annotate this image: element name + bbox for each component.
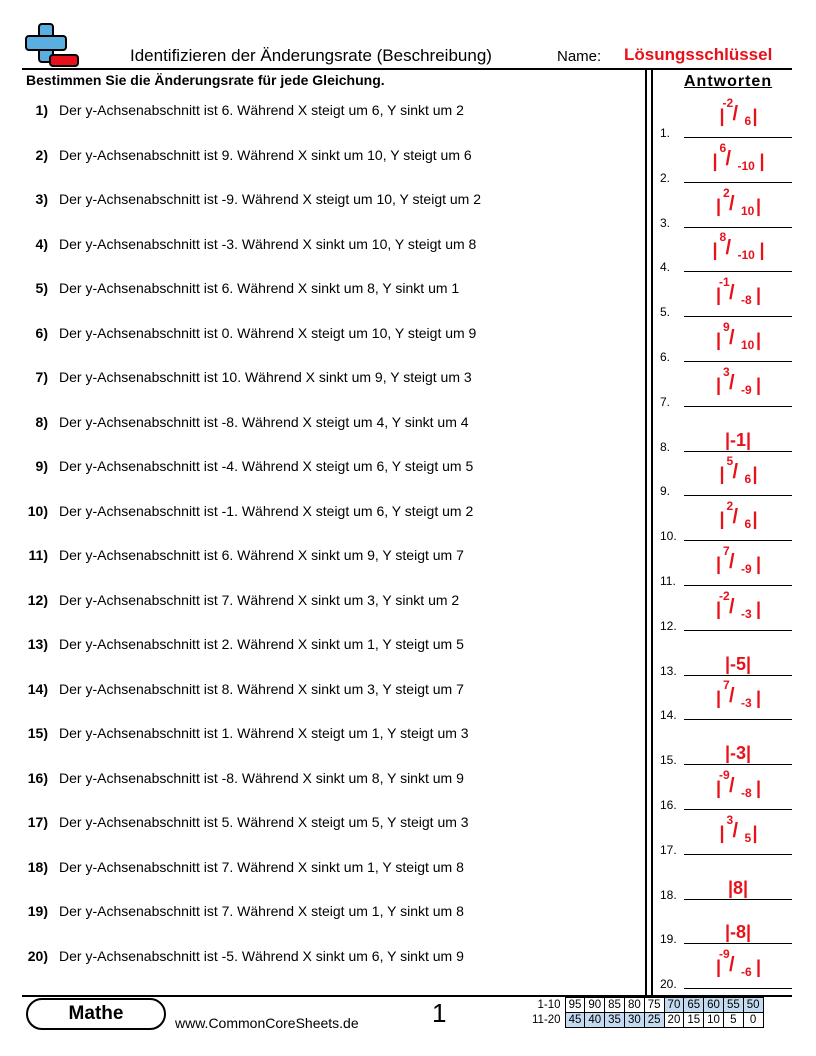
worksheet-title: Identifizieren der Änderungsrate (Beschreibung)	[130, 46, 492, 65]
fraction-numerator: 6	[719, 140, 727, 155]
question-text: Der y-Achsenabschnitt ist -1. Während X steigt um 6, Y steigt um 2	[59, 502, 474, 519]
answer-number: 11.	[660, 574, 676, 588]
fraction-numerator: 7	[723, 544, 730, 558]
score-cell: 20	[664, 1013, 684, 1028]
answer-fraction	[709, 137, 768, 177]
score-cell: 10	[704, 1013, 724, 1028]
score-cell: 15	[684, 1013, 704, 1028]
answer-number: 15.	[660, 753, 677, 768]
score-cell: 75	[644, 998, 664, 1013]
fraction-numerator: 7	[723, 678, 730, 693]
question-row	[0, 725, 640, 745]
score-cell: 30	[624, 1013, 644, 1028]
answer-whole: |-1|	[724, 429, 752, 450]
fraction-slash: /	[729, 595, 735, 618]
answer-line	[684, 719, 792, 720]
question-row	[0, 948, 640, 968]
abs-bar-left: |	[716, 688, 722, 709]
answer-row	[660, 634, 792, 678]
score-cell: 35	[605, 1013, 625, 1028]
question-row	[0, 458, 640, 478]
question-text: Der y-Achsenabschnitt ist -8. Während X steigt um 4, Y sinkt um 4	[59, 413, 469, 430]
answer-row	[660, 275, 792, 319]
answer-value	[684, 674, 792, 719]
answer-line	[684, 854, 792, 855]
answer-whole: |-5|	[724, 653, 752, 674]
fraction-denominator: 6	[744, 517, 752, 532]
fraction-denominator: -9	[741, 382, 752, 397]
question-number: 10)	[27, 502, 48, 519]
score-cell: 95	[565, 998, 585, 1013]
question-number: 12)	[27, 591, 48, 608]
answer-line	[684, 630, 792, 631]
abs-bar-left: |	[716, 957, 722, 978]
question-text: Der y-Achsenabschnitt ist 7. Während X sinkt um 3, Y sinkt um 2	[59, 591, 460, 608]
question-number: 1)	[35, 102, 48, 118]
question-text: Der y-Achsenabschnitt ist 7. Während X steigt um 1, Y sinkt um 8	[59, 903, 464, 919]
fraction-denominator: 5	[744, 830, 752, 845]
question-text: Der y-Achsenabschnitt ist 9. Während X sinkt um 10, Y steigt um 6	[59, 146, 472, 163]
abs-bar-right: |	[756, 374, 762, 395]
brand-label: Mathe	[68, 1003, 124, 1024]
fraction-slash: /	[729, 551, 735, 573]
question-row	[0, 859, 640, 879]
answer-number: 20.	[660, 977, 677, 992]
answer-row	[660, 858, 792, 902]
answer-number: 17.	[660, 842, 677, 857]
abs-bar-right: |	[759, 150, 765, 171]
question-number: 8)	[35, 413, 48, 430]
question-number: 13)	[27, 636, 48, 652]
answer-fraction	[712, 182, 764, 222]
question-number: 5)	[35, 280, 48, 296]
answer-value	[684, 182, 792, 227]
fraction-denominator: -3	[741, 606, 752, 621]
abs-bar-right: |	[752, 106, 758, 126]
abs-bar-right: |	[756, 778, 762, 798]
site-url: www.CommonCoreSheets.de	[175, 1015, 359, 1031]
question-text: Der y-Achsenabschnitt ist 6. Während X sinkt um 9, Y steigt um 7	[59, 547, 464, 563]
column-divider-left	[645, 70, 647, 996]
answers-heading: Antworten	[684, 73, 773, 90]
answer-row	[660, 723, 792, 767]
abs-bar-left: |	[712, 240, 718, 261]
question-row	[0, 325, 640, 345]
question-number: 7)	[35, 369, 48, 385]
answer-row	[660, 768, 792, 812]
score-cell: 55	[723, 998, 743, 1013]
fraction-denominator: -10	[737, 248, 755, 263]
fraction-slash: /	[729, 685, 735, 708]
answer-fraction	[712, 943, 764, 983]
answer-line	[684, 899, 792, 900]
abs-bar-right: |	[756, 285, 762, 306]
answer-row	[660, 410, 792, 454]
header-divider	[22, 68, 792, 70]
abs-bar-left: |	[716, 330, 722, 350]
score-cell: 90	[585, 998, 605, 1013]
answer-number: 4.	[660, 260, 671, 275]
answer-row	[660, 96, 792, 140]
fraction-numerator: -2	[722, 96, 734, 110]
answer-value	[684, 764, 792, 809]
instructions: Bestimmen Sie die Änderungsrate für jede Gleichung.	[26, 72, 385, 88]
answer-number: 3.	[660, 215, 671, 230]
fraction-slash: /	[725, 237, 732, 260]
answer-row	[660, 230, 792, 274]
answer-fraction	[709, 226, 768, 266]
answer-fraction	[712, 316, 764, 356]
fraction-numerator: 2	[723, 185, 730, 200]
fraction-denominator: -10	[737, 158, 755, 173]
answer-fraction	[712, 271, 764, 311]
answer-value	[684, 226, 792, 271]
question-number: 16)	[27, 769, 48, 786]
question-number: 20)	[27, 947, 48, 964]
score-cell: 85	[605, 998, 625, 1013]
score-table	[529, 997, 764, 1028]
answer-value	[684, 878, 792, 899]
fraction-denominator: 10	[741, 203, 755, 218]
fraction-numerator: 5	[726, 454, 734, 469]
answer-number: 18.	[660, 887, 677, 902]
answer-fraction	[712, 540, 764, 580]
question-text: Der y-Achsenabschnitt ist 2. Während X sinkt um 1, Y steigt um 5	[59, 636, 464, 652]
fraction-slash: /	[729, 954, 735, 977]
answer-value	[684, 809, 792, 854]
fraction-numerator: 3	[726, 812, 734, 827]
abs-bar-right: |	[756, 957, 762, 978]
question-number: 9)	[35, 458, 48, 474]
score-row	[529, 998, 763, 1013]
fraction-numerator: 3	[723, 364, 730, 379]
answer-number: 19.	[660, 932, 677, 947]
fraction-numerator: 9	[723, 320, 730, 334]
score-cell: 65	[684, 998, 704, 1013]
question-row	[0, 547, 640, 567]
abs-bar-right: |	[756, 554, 762, 574]
answer-key-label: Lösungsschlüssel	[624, 45, 773, 64]
answer-row	[660, 499, 792, 543]
answer-value	[684, 540, 792, 585]
question-number: 6)	[35, 324, 48, 341]
answer-fraction	[712, 764, 764, 804]
fraction-numerator: -1	[719, 275, 730, 290]
abs-bar-left: |	[719, 464, 725, 485]
question-text: Der y-Achsenabschnitt ist -5. Während X sinkt um 6, Y sinkt um 9	[59, 947, 464, 964]
fraction-slash: /	[729, 327, 735, 349]
abs-bar-right: |	[756, 598, 762, 619]
answer-row	[660, 813, 792, 857]
question-row	[0, 592, 640, 612]
answer-row	[660, 320, 792, 364]
answer-row	[660, 454, 792, 498]
fraction-slash: /	[732, 103, 739, 125]
question-number: 4)	[35, 235, 48, 252]
question-text: Der y-Achsenabschnitt ist -9. Während X steigt um 10, Y steigt um 2	[59, 191, 482, 207]
answer-line	[684, 988, 792, 989]
answer-row	[660, 589, 792, 633]
abs-bar-left: |	[719, 509, 725, 530]
answer-value	[684, 271, 792, 316]
question-row	[0, 636, 640, 656]
fraction-numerator: -9	[719, 768, 730, 782]
question-text: Der y-Achsenabschnitt ist 1. Während X steigt um 1, Y steigt um 3	[59, 725, 469, 741]
answer-number: 8.	[660, 439, 671, 454]
question-row	[0, 236, 640, 256]
answer-row	[660, 141, 792, 185]
answer-row	[660, 678, 792, 722]
answer-row	[660, 902, 792, 946]
answer-row	[660, 947, 792, 991]
question-row	[0, 770, 640, 790]
score-cell: 60	[704, 998, 724, 1013]
answer-line	[684, 406, 792, 407]
question-row	[0, 147, 640, 167]
answer-number: 13.	[660, 663, 677, 678]
question-row	[0, 280, 640, 300]
question-text: Der y-Achsenabschnitt ist -8. Während X sinkt um 8, Y sinkt um 9	[59, 769, 464, 786]
fraction-denominator: 10	[741, 338, 755, 352]
answer-fraction	[712, 585, 764, 625]
answer-whole: |-3|	[724, 743, 752, 764]
question-row	[0, 414, 640, 434]
score-cell: 40	[585, 1013, 605, 1028]
fraction-denominator: 6	[744, 114, 752, 128]
question-text: Der y-Achsenabschnitt ist 8. Während X sinkt um 3, Y steigt um 7	[59, 680, 464, 697]
question-row	[0, 681, 640, 701]
question-row	[0, 369, 640, 389]
plus-minus-logo-icon	[22, 22, 80, 68]
name-label: Name:	[557, 48, 602, 65]
abs-bar-left: |	[716, 554, 722, 574]
question-text: Der y-Achsenabschnitt ist -4. Während X steigt um 6, Y steigt um 5	[59, 458, 474, 474]
abs-bar-right: |	[756, 330, 762, 350]
answer-value	[684, 922, 792, 943]
fraction-slash: /	[732, 819, 739, 842]
answer-value	[684, 743, 792, 764]
abs-bar-left: |	[716, 374, 722, 395]
score-row-label: 11-20	[532, 1014, 561, 1026]
score-row	[529, 1013, 763, 1028]
answer-number: 6.	[660, 350, 671, 364]
answer-fraction	[712, 674, 764, 714]
fraction-denominator: 6	[744, 472, 752, 487]
page-number: 1	[432, 998, 447, 1028]
score-cell: 5	[723, 1013, 743, 1028]
question-text: Der y-Achsenabschnitt ist 6. Während X sinkt um 8, Y sinkt um 1	[59, 280, 460, 296]
question-number: 2)	[35, 146, 48, 163]
fraction-numerator: 8	[719, 230, 727, 245]
fraction-slash: /	[729, 282, 735, 305]
score-cell: 50	[743, 998, 763, 1013]
answer-value	[684, 316, 792, 361]
question-text: Der y-Achsenabschnitt ist 0. Während X steigt um 10, Y steigt um 9	[59, 324, 477, 341]
question-text: Der y-Achsenabschnitt ist 10. Während X sinkt um 9, Y steigt um 3	[59, 369, 472, 385]
abs-bar-left: |	[712, 150, 718, 171]
fraction-slash: /	[725, 147, 732, 170]
question-number: 3)	[35, 191, 48, 207]
answer-fraction	[716, 92, 761, 132]
answer-value	[684, 92, 792, 137]
question-number: 18)	[27, 858, 48, 875]
score-cell: 45	[565, 1013, 585, 1028]
question-row	[0, 903, 640, 923]
score-cell: 0	[743, 1013, 763, 1028]
abs-bar-right: |	[759, 240, 765, 261]
answer-value	[684, 450, 792, 495]
answer-whole: |8|	[727, 877, 749, 898]
fraction-denominator: -9	[741, 562, 752, 576]
score-cell: 25	[644, 1013, 664, 1028]
column-divider-right	[651, 70, 653, 996]
answer-number: 2.	[660, 170, 671, 185]
question-text: Der y-Achsenabschnitt ist -3. Während X sinkt um 10, Y steigt um 8	[59, 235, 477, 252]
fraction-numerator: -2	[719, 588, 730, 603]
abs-bar-right: |	[752, 822, 758, 843]
question-text: Der y-Achsenabschnitt ist 6. Während X steigt um 6, Y sinkt um 2	[59, 102, 464, 118]
answer-fraction	[712, 361, 764, 401]
fraction-denominator: -8	[741, 786, 752, 800]
fraction-denominator: -6	[741, 965, 752, 980]
question-number: 17)	[27, 814, 48, 830]
answer-value	[684, 137, 792, 182]
question-text: Der y-Achsenabschnitt ist 5. Während X steigt um 5, Y steigt um 3	[59, 814, 469, 830]
abs-bar-right: |	[752, 509, 758, 530]
answer-number: 9.	[660, 484, 671, 499]
abs-bar-left: |	[716, 778, 722, 798]
answer-number: 16.	[660, 798, 677, 812]
answer-row	[660, 544, 792, 588]
abs-bar-left: |	[716, 195, 722, 216]
abs-bar-right: |	[752, 464, 758, 485]
fraction-denominator: -8	[741, 293, 752, 308]
fraction-numerator: 2	[726, 499, 734, 514]
question-number: 11)	[28, 547, 48, 563]
answer-value	[684, 943, 792, 988]
score-cell: 70	[664, 998, 684, 1013]
fraction-slash: /	[729, 192, 735, 215]
answer-row	[660, 365, 792, 409]
answer-value	[684, 495, 792, 540]
answer-number: 10.	[660, 529, 677, 544]
brand-badge	[26, 998, 166, 1030]
fraction-numerator: -9	[719, 947, 730, 962]
question-row	[0, 102, 640, 122]
question-row	[0, 814, 640, 834]
question-text: Der y-Achsenabschnitt ist 7. Während X sinkt um 1, Y steigt um 8	[59, 858, 464, 875]
answer-number: 1.	[660, 126, 671, 140]
answer-fraction	[716, 450, 761, 490]
question-row	[0, 503, 640, 523]
answer-fraction	[716, 495, 761, 535]
answer-value	[684, 654, 792, 675]
answer-whole: |-8|	[724, 922, 752, 943]
fraction-slash: /	[732, 506, 739, 529]
score-row-label: 1-10	[537, 999, 561, 1011]
answer-number: 14.	[660, 708, 677, 723]
answer-value	[684, 361, 792, 406]
abs-bar-right: |	[756, 688, 762, 709]
question-number: 19)	[27, 903, 48, 919]
answer-number: 7.	[660, 394, 671, 409]
abs-bar-left: |	[716, 598, 722, 619]
question-number: 15)	[27, 725, 48, 741]
abs-bar-left: |	[716, 285, 722, 306]
answer-value	[684, 430, 792, 451]
score-cell: 80	[624, 998, 644, 1013]
fraction-slash: /	[732, 461, 739, 484]
answer-number: 12.	[660, 618, 677, 633]
abs-bar-left: |	[719, 822, 725, 843]
answer-number: 5.	[660, 305, 671, 320]
question-row	[0, 191, 640, 211]
answer-fraction	[716, 809, 761, 849]
question-number: 14)	[27, 680, 48, 697]
abs-bar-left: |	[719, 106, 725, 126]
abs-bar-right: |	[756, 195, 762, 216]
fraction-slash: /	[729, 775, 735, 797]
fraction-denominator: -3	[741, 696, 752, 711]
answer-value	[684, 585, 792, 630]
fraction-slash: /	[729, 371, 735, 394]
answer-row	[660, 186, 792, 230]
